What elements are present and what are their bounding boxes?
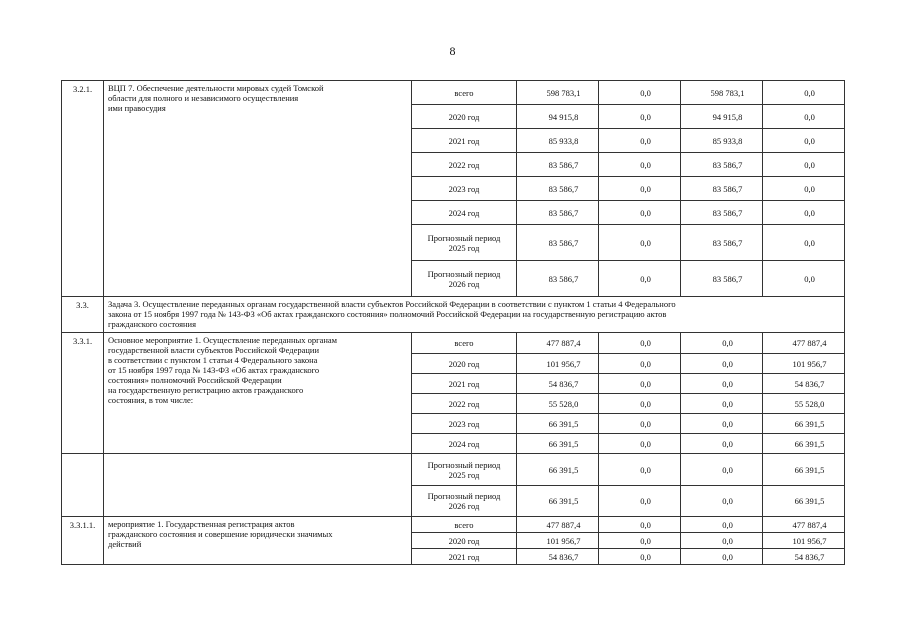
value-cell: 0,0 [681, 434, 763, 454]
period-cell [412, 454, 517, 486]
period-cell [412, 333, 517, 354]
table-row [62, 81, 845, 105]
value-cell: 66 391,5 [517, 414, 599, 434]
task-code: 3.3. [62, 297, 104, 333]
value-cell: 0,0 [599, 354, 681, 374]
item-code: 3.2.1. [62, 81, 104, 297]
value-cell: 477 887,4 [517, 333, 599, 354]
text-line: 2026 год [448, 278, 480, 289]
text-line: Задача 3. Осуществление переданных органам государственной власти субъектов Российской Федерации в соответствии с пунктом 1 статьи 4 Федерального [108, 299, 676, 309]
text-line: 2021 год [448, 551, 480, 562]
value-cell: 0,0 [681, 333, 763, 354]
text-line: всего [454, 87, 474, 98]
value-cell: 83 586,7 [517, 225, 599, 261]
text-line: мероприятие 1. Государственная регистрация актов [108, 519, 295, 529]
value-cell: 54 836,7 [763, 549, 845, 565]
value-cell: 55 528,0 [517, 394, 599, 414]
text-line: 2024 год [448, 207, 480, 218]
text-line: состояния» полномочий Российской Федерации [108, 375, 282, 385]
value-cell: 83 586,7 [681, 225, 763, 261]
text-line: ВЦП 7. Обеспечение деятельности мировых судей Томской [108, 83, 324, 93]
value-cell: 0,0 [763, 105, 845, 129]
value-cell: 0,0 [681, 374, 763, 394]
item-code: 3.3.1.1. [62, 517, 104, 565]
value-cell: 598 783,1 [681, 81, 763, 105]
text-line: 2023 год [448, 418, 480, 429]
period-cell [412, 414, 517, 434]
value-cell: 0,0 [681, 486, 763, 517]
value-cell: 66 391,5 [763, 454, 845, 486]
text-line: 2020 год [448, 358, 480, 369]
period-cell [412, 201, 517, 225]
value-cell: 0,0 [599, 177, 681, 201]
value-cell: 0,0 [599, 549, 681, 565]
value-cell: 66 391,5 [763, 414, 845, 434]
value-cell: 66 391,5 [517, 454, 599, 486]
value-cell: 477 887,4 [517, 517, 599, 533]
text-line: 2026 год [448, 501, 480, 511]
value-cell: 0,0 [599, 533, 681, 549]
value-cell: 0,0 [681, 414, 763, 434]
value-cell: 83 586,7 [517, 201, 599, 225]
value-cell: 0,0 [599, 261, 681, 297]
value-cell: 94 915,8 [681, 105, 763, 129]
value-cell: 477 887,4 [763, 333, 845, 354]
value-cell: 55 528,0 [763, 394, 845, 414]
text-line: Прогнозный период [427, 491, 501, 501]
page-number: 8 [449, 44, 456, 58]
period-cell [412, 549, 517, 565]
value-cell: 0,0 [599, 201, 681, 225]
text-line: 2021 год [448, 135, 480, 146]
text-line: состояния, в том числе: [108, 395, 194, 405]
value-cell: 101 956,7 [763, 354, 845, 374]
table-row [62, 517, 845, 533]
text-line: гражданского состояния [108, 319, 197, 329]
value-cell: 66 391,5 [517, 434, 599, 454]
value-cell: 0,0 [599, 81, 681, 105]
value-cell: 0,0 [681, 394, 763, 414]
text-line: 2025 год [448, 469, 480, 480]
value-cell: 66 391,5 [763, 486, 845, 517]
period-cell [412, 434, 517, 454]
text-line: 2020 год [448, 111, 480, 122]
value-cell: 66 391,5 [763, 434, 845, 454]
value-cell: 83 586,7 [681, 177, 763, 201]
value-cell: 54 836,7 [517, 374, 599, 394]
text-line: на государственную регистрацию актов гражданского [108, 385, 304, 395]
value-cell: 0,0 [599, 374, 681, 394]
text-line: 2023 год [448, 183, 480, 194]
value-cell: 66 391,5 [517, 486, 599, 517]
value-cell: 83 586,7 [517, 261, 599, 297]
value-cell: 0,0 [763, 177, 845, 201]
period-cell [412, 533, 517, 549]
text-line: действий [108, 539, 142, 549]
budget-table [61, 80, 845, 565]
value-cell: 0,0 [599, 225, 681, 261]
value-cell: 0,0 [599, 434, 681, 454]
value-cell: 0,0 [599, 414, 681, 434]
text-line: Прогнозный период [427, 459, 501, 470]
value-cell: 0,0 [763, 201, 845, 225]
text-line: 2021 год [448, 378, 480, 389]
value-cell: 85 933,8 [681, 129, 763, 153]
text-line: 2025 год [448, 242, 480, 253]
item-description [104, 333, 412, 454]
value-cell: 85 933,8 [517, 129, 599, 153]
value-cell: 0,0 [763, 81, 845, 105]
item-code: 3.3.1. [62, 333, 104, 454]
period-cell [412, 225, 517, 261]
period-cell [412, 486, 517, 517]
empty-cell [104, 454, 412, 517]
value-cell: 54 836,7 [517, 549, 599, 565]
value-cell: 0,0 [599, 105, 681, 129]
value-cell: 101 956,7 [763, 533, 845, 549]
value-cell: 83 586,7 [681, 261, 763, 297]
text-line: области для полного и независимого осуществления [108, 93, 299, 103]
value-cell: 94 915,8 [517, 105, 599, 129]
value-cell: 83 586,7 [517, 177, 599, 201]
value-cell: 0,0 [763, 225, 845, 261]
period-cell [412, 261, 517, 297]
text-line: ими правосудия [108, 103, 166, 113]
value-cell: 0,0 [599, 517, 681, 533]
text-line: 2020 год [448, 535, 480, 546]
value-cell: 0,0 [599, 486, 681, 517]
period-cell [412, 517, 517, 533]
text-line: 2022 год [448, 398, 480, 409]
table-row [62, 454, 845, 486]
period-cell [412, 354, 517, 374]
period-cell [412, 177, 517, 201]
period-cell [412, 153, 517, 177]
value-cell: 0,0 [681, 533, 763, 549]
value-cell: 54 836,7 [763, 374, 845, 394]
value-cell: 0,0 [681, 549, 763, 565]
period-cell [412, 81, 517, 105]
value-cell: 0,0 [599, 153, 681, 177]
period-cell [412, 105, 517, 129]
value-cell: 0,0 [763, 129, 845, 153]
text-line: Прогнозный период [427, 268, 501, 279]
text-line: государственной власти субъектов Российской Федерации [108, 345, 320, 355]
item-description [104, 517, 412, 565]
text-line: 2024 год [448, 438, 480, 449]
text-line: Основное мероприятие 1. Осуществление переданных органам [108, 335, 338, 345]
value-cell: 101 956,7 [517, 533, 599, 549]
text-line: в соответствии с пунктом 1 статьи 4 Федерального закона [108, 355, 318, 365]
value-cell: 0,0 [763, 261, 845, 297]
value-cell: 0,0 [599, 454, 681, 486]
value-cell: 0,0 [681, 454, 763, 486]
value-cell: 0,0 [681, 517, 763, 533]
text-line: гражданского состояния и совершение юридически значимых [108, 529, 333, 539]
text-line: 2022 год [448, 159, 480, 170]
period-cell [412, 129, 517, 153]
task-description [104, 297, 845, 333]
value-cell: 0,0 [599, 394, 681, 414]
empty-cell [62, 454, 104, 517]
text-line: всего [454, 519, 474, 530]
value-cell: 0,0 [763, 153, 845, 177]
value-cell: 83 586,7 [517, 153, 599, 177]
task-row [62, 297, 845, 333]
item-description [104, 81, 412, 297]
text-line: закона от 15 ноября 1997 года № 143-ФЗ «Об актах гражданского состояния» полномочий Российской Федерации на государственную регистрацию актов [108, 309, 667, 319]
value-cell: 598 783,1 [517, 81, 599, 105]
value-cell: 101 956,7 [517, 354, 599, 374]
value-cell: 477 887,4 [763, 517, 845, 533]
text-line: от 15 ноября 1997 года № 143-ФЗ «Об актах гражданского [108, 365, 320, 375]
value-cell: 0,0 [599, 129, 681, 153]
period-cell [412, 394, 517, 414]
value-cell: 83 586,7 [681, 153, 763, 177]
text-line: Прогнозный период [427, 232, 501, 243]
value-cell: 0,0 [599, 333, 681, 354]
value-cell: 83 586,7 [681, 201, 763, 225]
period-cell [412, 374, 517, 394]
value-cell: 0,0 [681, 354, 763, 374]
table-row [62, 333, 845, 354]
text-line: всего [454, 338, 474, 348]
